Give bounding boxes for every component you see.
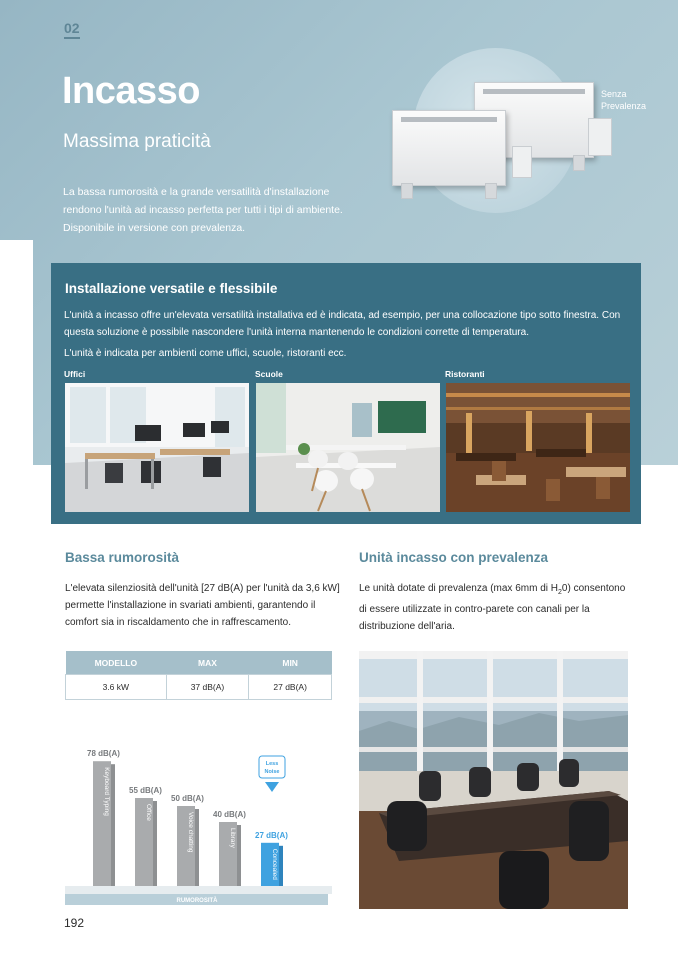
table-header-min: MIN bbox=[249, 651, 332, 675]
down-arrow-icon bbox=[265, 782, 279, 792]
photo-offices bbox=[65, 383, 249, 512]
noise-spec-table bbox=[65, 651, 332, 700]
table-cell-min: 27 dB(A) bbox=[249, 675, 332, 700]
chart-category-label: Concealed bbox=[271, 848, 278, 880]
chart-value-label: 78 dB(A) bbox=[87, 749, 120, 759]
noise-text: L'elevata silenziosità dell'unità [27 dB(A) per l'unità da 3,6 kW] permette l'installazione in svariati ambienti, garantendo il comfort sia in riscaldamento che in raffrescamento. bbox=[65, 583, 340, 628]
installation-panel bbox=[51, 263, 641, 524]
page-title: Incasso bbox=[62, 70, 201, 112]
product-unit-front bbox=[392, 110, 506, 186]
page-number: 192 bbox=[64, 916, 85, 930]
photo-label-uffici: Uffici bbox=[64, 369, 86, 379]
noise-chart-svg bbox=[65, 738, 332, 911]
panel-text-2: L'unità è indicata per ambienti come uffici, scuole, ristoranti ecc. bbox=[64, 348, 347, 359]
table-header-modello: MODELLO bbox=[66, 651, 167, 675]
photo-schools bbox=[256, 383, 440, 512]
chart-bar-side bbox=[153, 801, 157, 886]
photo-restaurants bbox=[446, 383, 630, 512]
prevalenza-title: Unità incasso con prevalenza bbox=[359, 550, 549, 565]
chart-value-label: 50 dB(A) bbox=[171, 794, 204, 803]
table-header-max: MAX bbox=[166, 651, 249, 675]
noise-chart bbox=[65, 738, 332, 911]
product-front-box bbox=[512, 146, 532, 178]
chart-category-label: Voice chatting bbox=[187, 812, 194, 853]
page-subtitle: Massima praticità bbox=[63, 131, 211, 152]
chart-x-label: RUMOROSITÀ bbox=[176, 898, 218, 904]
photo-meeting-room bbox=[359, 651, 628, 909]
table-cell-max: 37 dB(A) bbox=[166, 675, 249, 700]
panel-text: L'unità a incasso offre un'elevata versatilità installativa ed è indicata, ad esempio, per una collocazione tipo sotto finestra. Con questa soluzione è possibile nascondere l'unità interna mantenendo le condizioni corrette di temperatura. bbox=[64, 310, 621, 338]
chart-floor bbox=[65, 886, 332, 894]
chart-value-label: 27 dB(A) bbox=[255, 830, 288, 840]
product-side-box bbox=[588, 118, 612, 156]
intro-text: La bassa rumorosità e la grande versatilità d'installazione rendono l'unità ad incasso perfetta per tutti i tipi di ambiente. Disponibile in versione con prevalenza. bbox=[63, 186, 343, 234]
chart-bar-side bbox=[237, 825, 241, 886]
chart-bar-side bbox=[195, 809, 199, 886]
table-cell-model: 3.6 kW bbox=[66, 675, 167, 700]
section-number: 02 bbox=[64, 20, 80, 39]
less-noise-text: Less bbox=[265, 761, 279, 767]
product-label: Senza Prevalenza bbox=[601, 89, 647, 111]
panel-title: Installazione versatile e flessibile bbox=[65, 281, 278, 296]
chart-category-label: Keyboard Typing bbox=[103, 767, 110, 816]
chart-value-label: 55 dB(A) bbox=[129, 786, 162, 795]
photo-label-ristoranti: Ristoranti bbox=[445, 369, 485, 379]
table-row bbox=[66, 675, 332, 700]
chart-value-label: 40 dB(A) bbox=[213, 810, 246, 819]
chart-bar-side bbox=[111, 764, 115, 886]
chart-category-label: Office bbox=[145, 804, 152, 821]
photo-label-scuole: Scuole bbox=[255, 369, 283, 379]
chart-category-label: Library bbox=[229, 828, 236, 848]
prevalenza-text: Le unità dotate di prevalenza (max 6mm di $H_20$) consentono di essere utilizzate in contro-parete con canali per la distribuzione dell'aria. bbox=[359, 583, 626, 632]
noise-title: Bassa rumorosità bbox=[65, 550, 180, 565]
chart-bar-side bbox=[279, 846, 283, 886]
hero-cut bbox=[0, 240, 33, 470]
less-noise-text: Noise bbox=[264, 769, 280, 775]
